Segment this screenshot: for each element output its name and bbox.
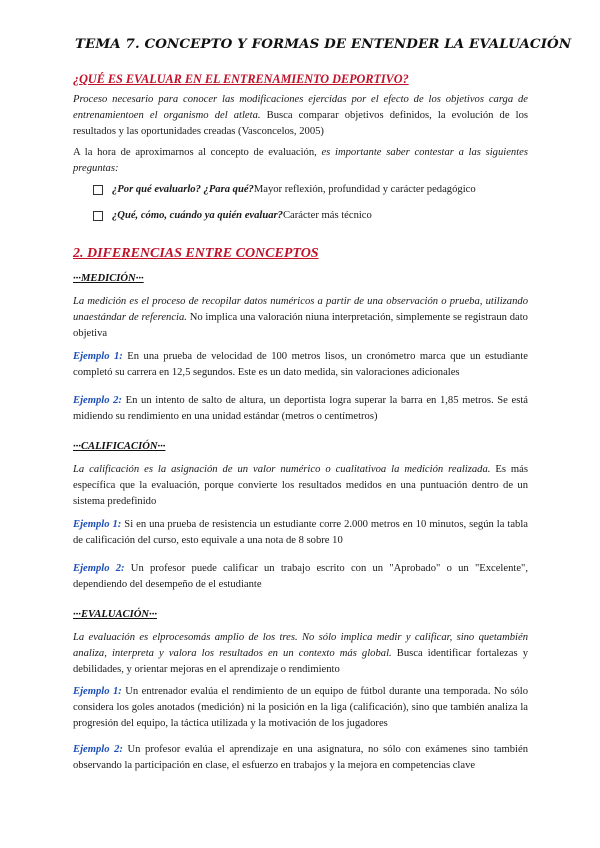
checkbox-icon [93,185,103,195]
intro-plain: A la hora de aproximarnos al concepto de evaluación, [73,147,322,158]
intro-italic: es importante saber contestar a las siguientes preguntas: [73,147,528,174]
example-label: Ejemplo 1: [73,519,122,530]
section-heading-que-es-evaluar: ¿QUÉ ES EVALUAR EN EL ENTRENAMIENTO DEPORTIVO? [73,72,409,86]
calificacion-def-rest: Es más específica que la evaluación, porque convierte los resultados medidos en una puntuación dentro de un sistema predefinido [73,464,528,507]
medicion-def-rest: No implica una valoración niuna interpretación, simplemente se registraun dato objetiva [73,312,528,339]
intro-paragraph [73,145,528,177]
evaluacion-definition [73,630,528,678]
subheading-evaluacion: ···EVALUACIÓN··· [73,609,157,620]
example-text: Si en una prueba de resistencia un estudiante corre 2.000 metros en 10 minutos, según la tabla de calificación del curso, esto equivale a una nota de 8 sobre 10 [73,519,529,546]
definition-paragraph [73,92,528,140]
evaluacion-def-italic: La evaluación es elprocesomás amplio de los tres. No sólo implica medir y calificar, sino quetambién analiza, interpreta y valora los resultados en un contexto más global. [73,632,528,659]
question-item [93,210,372,221]
example-label: Ejemplo 2: [73,563,125,574]
question-answer: Mayor reflexión, profundidad y carácter pedagógico [253,184,476,195]
example-text: Un entrenador evalúa el rendimiento de un equipo de fútbol durante una temporada. No sólo considera los goles anotados (medición) ni la posición en la liga (calificación), sino que también analiza la progresión del equipo, la táctica utilizada y la motivación de los jugadores [73,686,528,729]
subheading-medicion: ···MEDICIÓN··· [73,273,144,284]
definition-italic: Proceso necesario para conocer las modificaciones ejercidas por el efecto de los objetivos carga de entrenamientoen el organismo del atleta. [73,94,528,121]
evaluacion-def-rest: Busca identificar fortalezas y debilidades, y orientar mejoras en el aprendizaje o rendimiento [73,648,528,675]
evaluacion-example-1 [73,684,528,732]
example-label: Ejemplo 1: [73,351,123,362]
medicion-def-italic: La medición es el proceso de recopilar datos numéricos a partir de una observación o prueba, utilizando unaestándar de referencia. [73,296,528,323]
example-text: Un profesor puede calificar un trabajo escrito con un "Aprobado" o un "Excelente", dependiendo del desempeño de el estudiante [73,563,528,590]
question-item [93,184,476,195]
calificacion-def-italic: La calificación es la asignación de un valor numérico o cualitativoa la medición realizada. [73,464,491,475]
definition-rest: Busca comparar objetivos definidos, la evolución de los resultados y las oportunidades creadas (Vasconcelos, 2005) [73,110,528,137]
calificacion-example-1 [73,517,528,549]
checkbox-icon [93,211,103,221]
section-heading-diferencias: 2. DIFERENCIAS ENTRE CONCEPTOS [73,246,319,261]
example-label: Ejemplo 2: [73,395,122,406]
example-label: Ejemplo 1: [73,686,122,697]
subheading-calificacion: ···CALIFICACIÓN··· [73,441,166,452]
calificacion-example-2 [73,561,528,593]
example-label: Ejemplo 2: [73,744,123,755]
medicion-example-2 [73,393,528,425]
calificacion-definition [73,462,528,510]
medicion-example-1 [73,349,528,381]
example-text: En un intento de salto de altura, un deportista logra superar la barra en 1,85 metros. Se está midiendo su rendimiento en una unidad estándar (metros o centímetros) [73,395,528,422]
example-text: En una prueba de velocidad de 100 metros lisos, un cronómetro marca que un estudiante completó su carrera en 12,5 segundos. Este es un dato medida, sin valoraciones adicionales [73,351,528,378]
question-answer: Carácter más técnico [282,210,372,221]
example-text: Un profesor evalúa el aprendizaje en una asignatura, no sólo con exámenes sino también observando la participación en clase, el esfuerzo en trabajos y la mejora en competencias clave [73,744,528,771]
evaluacion-example-2 [73,742,528,774]
document-title: TEMA 7. CONCEPTO Y FORMAS DE ENTENDER LA EVALUACIÓN [75,36,572,52]
question-text: ¿Qué, cómo, cuándo ya quién evaluar? [112,210,283,221]
question-text: ¿Por qué evaluarlo? ¿Para qué? [112,184,254,195]
medicion-definition [73,294,528,342]
